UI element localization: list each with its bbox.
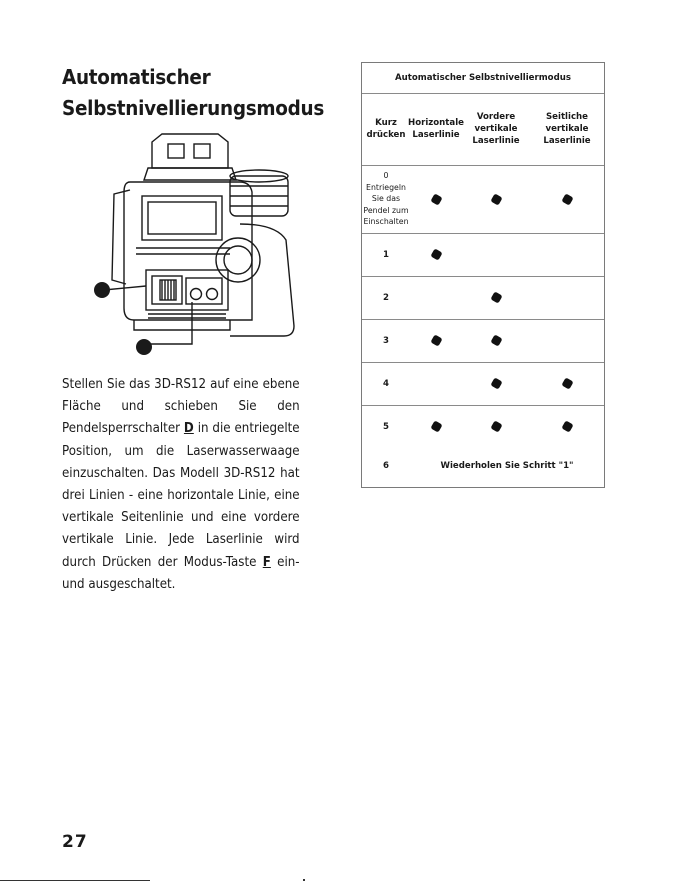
horizontal-line-dot-icon <box>430 420 442 432</box>
cell-s <box>530 233 604 276</box>
row-press: 6 <box>383 461 389 471</box>
table-row <box>362 405 604 448</box>
side-vertical-line-dot-icon <box>561 420 573 432</box>
table-row <box>362 165 604 234</box>
cell-s <box>530 405 604 448</box>
front-vertical-line-dot-icon <box>490 193 502 205</box>
callout-marker-d-icon <box>94 282 110 298</box>
page-title-line-2: Selbstnivellierungsmodus <box>62 96 325 120</box>
front-vertical-line-dot-icon <box>490 420 502 432</box>
horizontal-line-dot-icon <box>430 248 442 260</box>
cell-h <box>410 233 462 276</box>
table-row <box>362 362 604 406</box>
cell-v <box>462 319 530 362</box>
header-horizontal: Horizontale Laserlinie <box>408 118 464 140</box>
cell-v <box>462 362 530 405</box>
cell-h <box>410 276 462 319</box>
table-header-row <box>362 93 604 166</box>
cell-v <box>462 276 530 319</box>
table-title: Automatischer Selbstnivelliermodus <box>395 73 571 83</box>
body-text-part-2: in die entriegelte Position, um die Laserwasserwaage einzuschalten. Das Modell 3D-RS12 hat drei Linien - eine horizontale Linie, eine vertikale Seitenlinie und eine vordere vertikale Linie. Jede Laserlinie wird durch Drücken der Modus-Taste <box>62 420 300 570</box>
cell-s <box>530 319 604 362</box>
cell-s <box>530 165 604 233</box>
header-side-vertical: Seitliche vertikale Laserlinie <box>543 112 591 146</box>
cell-h <box>410 319 462 362</box>
row-press: 1 <box>383 249 389 260</box>
page-title-line-1: Automatischer <box>62 65 211 89</box>
side-vertical-line-dot-icon <box>561 193 573 205</box>
body-paragraph <box>62 373 300 595</box>
page-number: 27 <box>62 832 88 852</box>
cell-v <box>462 233 530 276</box>
callout-marker-f-icon <box>136 339 152 355</box>
laser-level-illustration <box>90 130 320 360</box>
front-vertical-line-dot-icon <box>490 291 502 303</box>
table-row-last <box>362 445 604 487</box>
repeat-step-note: Wiederholen Sie Schritt "1" <box>440 461 574 471</box>
footer-rule <box>0 880 150 881</box>
table-row <box>362 233 604 277</box>
cell-s <box>530 276 604 319</box>
row-press: 0 Entriegeln Sie das Pendel zum Einschalten <box>363 171 409 227</box>
row-press: 3 <box>383 335 389 346</box>
page-title <box>62 62 325 124</box>
row-press: 2 <box>383 292 389 303</box>
table-row <box>362 319 604 363</box>
header-press: Kurz drücken <box>366 118 406 140</box>
front-vertical-line-dot-icon <box>490 334 502 346</box>
key-f-reference: F <box>262 553 271 570</box>
cell-h <box>410 362 462 405</box>
cell-h <box>410 165 462 233</box>
horizontal-line-dot-icon <box>430 334 442 346</box>
row-press: 4 <box>383 378 389 389</box>
key-d-reference: D <box>183 420 194 437</box>
cell-v <box>462 405 530 448</box>
header-front-vertical: Vordere vertikale Laserlinie <box>472 112 520 146</box>
table-row <box>362 276 604 320</box>
side-vertical-line-dot-icon <box>561 377 573 389</box>
horizontal-line-dot-icon <box>430 193 442 205</box>
table-title-row <box>362 63 604 94</box>
footer-mark <box>303 879 305 881</box>
mode-table <box>361 62 605 488</box>
cell-s <box>530 362 604 405</box>
front-vertical-line-dot-icon <box>490 377 502 389</box>
cell-h <box>410 405 462 448</box>
body-text-part-3: ein- und ausgeschaltet. <box>62 553 300 592</box>
body-text-part-1: Stellen Sie das 3D-RS12 auf eine ebene Fläche und schieben Sie den Pendelsperrschalter <box>62 376 300 437</box>
cell-v <box>462 165 530 233</box>
row-press: 5 <box>383 421 389 432</box>
